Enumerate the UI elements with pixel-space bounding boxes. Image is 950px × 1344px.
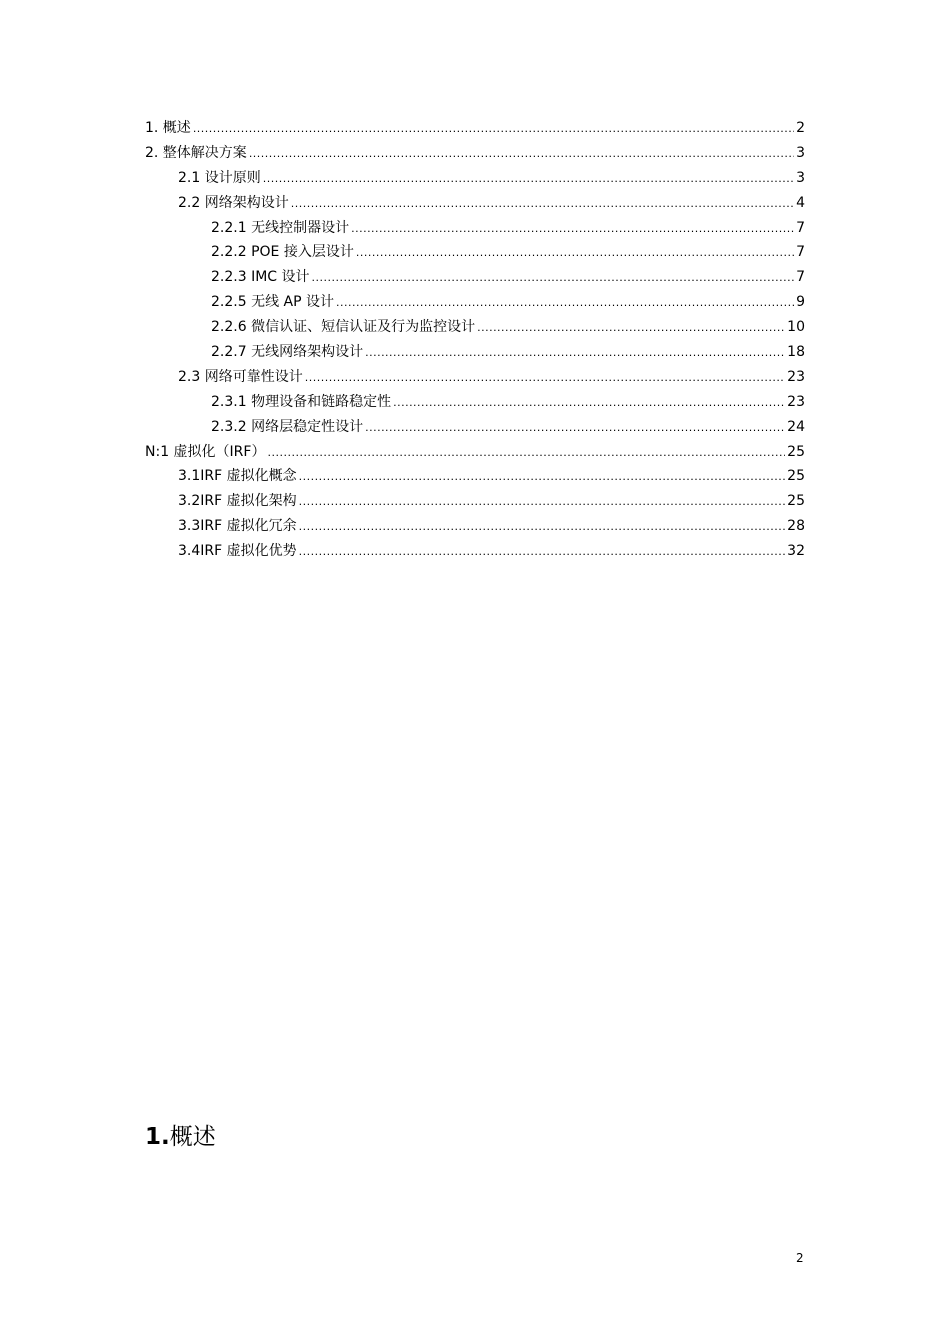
toc-entry[interactable]	[145, 415, 805, 440]
toc-dot-leader	[299, 540, 786, 565]
toc-entry-label: N:1 虚拟化（IRF）	[145, 443, 266, 460]
toc-entry-page: 23	[787, 393, 805, 410]
toc-entry-label: 3.3IRF 虚拟化冗余	[178, 518, 297, 535]
toc-entry-label: 2.3.2 网络层稳定性设计	[211, 418, 364, 435]
toc-entry-page: 23	[787, 368, 805, 385]
toc-entry[interactable]	[145, 290, 805, 315]
toc-entry-label: 2.2.7 无线网络架构设计	[211, 344, 364, 361]
toc-entry[interactable]	[145, 116, 805, 141]
toc-entry[interactable]	[145, 539, 805, 564]
toc-entry-label: 2.2 网络架构设计	[178, 194, 289, 211]
toc-entry-label: 3.2IRF 虚拟化架构	[178, 493, 297, 510]
toc-entry-page: 10	[787, 319, 805, 336]
toc-entry-label: 2.2.5 无线 AP 设计	[211, 294, 334, 311]
toc-entry[interactable]	[145, 340, 805, 365]
toc-entry[interactable]	[145, 390, 805, 415]
toc-entry-page: 3	[796, 144, 805, 161]
section-heading	[145, 1120, 216, 1154]
toc-entry-page: 2	[796, 120, 805, 136]
toc-entry[interactable]	[145, 240, 805, 265]
page-number: 2	[796, 1251, 804, 1265]
toc-dot-leader	[299, 465, 786, 490]
toc-entry-label: 2. 整体解决方案	[145, 144, 247, 161]
table-of-contents	[145, 116, 805, 564]
toc-entry-label: 2.2.6 微信认证、短信认证及行为监控设计	[211, 319, 476, 336]
toc-dot-leader	[193, 117, 794, 142]
toc-entry-page: 25	[787, 468, 805, 485]
toc-entry-page: 32	[787, 543, 805, 560]
toc-dot-leader	[365, 341, 785, 366]
toc-dot-leader	[336, 291, 794, 316]
toc-entry[interactable]	[145, 440, 805, 465]
toc-entry-label: 3.1IRF 虚拟化概念	[178, 468, 297, 485]
toc-dot-leader	[312, 266, 795, 291]
toc-entry-page: 25	[787, 493, 805, 510]
toc-dot-leader	[267, 441, 785, 466]
toc-dot-leader	[365, 416, 785, 441]
toc-entry[interactable]	[145, 265, 805, 290]
toc-dot-leader	[299, 490, 786, 515]
toc-entry-label: 2.2.3 IMC 设计	[211, 269, 310, 286]
toc-entry-label: 2.2.2 POE 接入层设计	[211, 244, 354, 261]
toc-dot-leader	[263, 167, 794, 192]
toc-entry-page: 25	[787, 443, 805, 460]
toc-entry-label: 2.2.1 无线控制器设计	[211, 219, 350, 236]
toc-entry-page: 7	[796, 244, 805, 261]
toc-entry-page: 28	[787, 518, 805, 535]
toc-dot-leader	[305, 366, 785, 391]
toc-dot-leader	[249, 142, 794, 167]
toc-entry-label: 2.1 设计原则	[178, 169, 261, 186]
toc-entry-page: 18	[787, 344, 805, 361]
toc-dot-leader	[351, 217, 794, 242]
toc-entry-page: 4	[796, 194, 805, 211]
toc-entry[interactable]	[145, 216, 805, 241]
toc-entry-page: 3	[796, 169, 805, 186]
toc-entry-label: 2.3.1 物理设备和链路稳定性	[211, 393, 392, 410]
toc-entry[interactable]	[145, 514, 805, 539]
toc-entry-page: 7	[796, 219, 805, 236]
toc-dot-leader	[477, 316, 785, 341]
toc-dot-leader	[356, 241, 794, 266]
section-heading-number: 1.	[145, 1124, 170, 1150]
toc-dot-leader	[393, 391, 785, 416]
toc-entry[interactable]	[145, 365, 805, 390]
toc-dot-leader	[291, 192, 794, 217]
toc-entry-label: 2.3 网络可靠性设计	[178, 368, 303, 385]
toc-entry[interactable]	[145, 166, 805, 191]
toc-entry-label: 3.4IRF 虚拟化优势	[178, 543, 297, 560]
toc-entry-label: 1. 概述	[145, 120, 191, 136]
toc-entry-page: 7	[796, 269, 805, 286]
toc-dot-leader	[299, 515, 786, 540]
toc-entry[interactable]	[145, 191, 805, 216]
toc-entry[interactable]	[145, 141, 805, 166]
section-heading-text: 概述	[169, 1124, 216, 1150]
toc-entry[interactable]	[145, 315, 805, 340]
toc-entry-page: 9	[796, 294, 805, 311]
toc-entry[interactable]	[145, 464, 805, 489]
toc-entry[interactable]	[145, 489, 805, 514]
toc-entry-page: 24	[787, 418, 805, 435]
